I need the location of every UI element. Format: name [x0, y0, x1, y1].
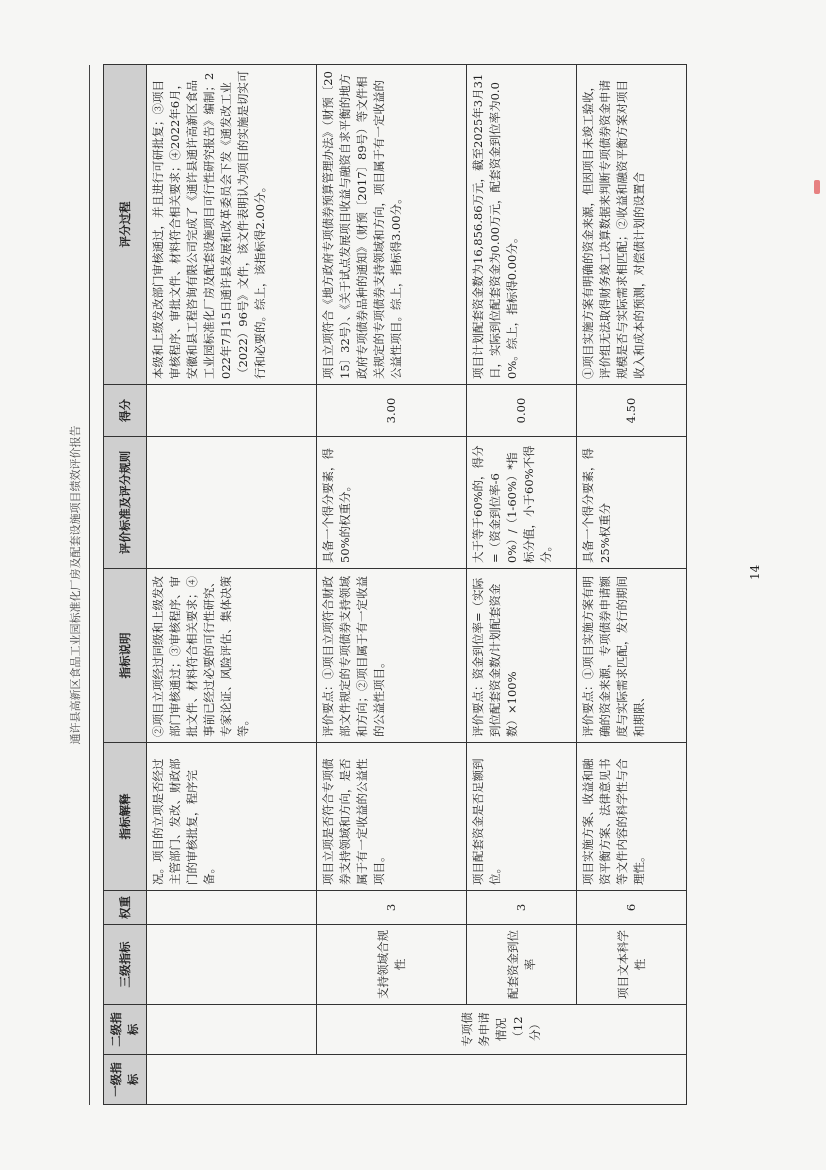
table-row	[147, 65, 317, 1105]
explain-cell: 项目配套资金是否足额到位。	[467, 743, 577, 891]
running-header: 通许县高新区食品工业园标准化厂房及配套设施项目绩效评价报告	[63, 65, 90, 1105]
level2-cell	[147, 1005, 317, 1055]
weight-cell: 6	[577, 891, 687, 925]
desc-cell: 评价要点：①项目实施方案有明确的资金来源，专项债券申请额度与实际需求匹配，发行的期间和期限、	[577, 569, 687, 743]
col-header: 一级指标	[104, 1055, 147, 1105]
weight-cell: 3	[467, 891, 577, 925]
process-cell: 项目立项符合《地方政府专项债券预算管理办法》（财预〔2015〕32号）、《关于试点发展项目收益与融资自求平衡的地方政府专项债券品种的通知》（财预〔2017〕89号）等文件相关规定的专项债券支持领域和方向，项目属于有一定收益的公益性项目。综上，指标得3.00分。	[317, 65, 467, 385]
table-row	[577, 65, 687, 1105]
table-row	[467, 65, 577, 1105]
col-header: 指标解释	[104, 743, 147, 891]
process-cell: 本级和上级发改部门审核通过，并且进行可研批复；③项目审核程序、审批文件、材料符合相关要求；④2022年6月，安徽和县工程咨询有限公司完成了《通许县通许高新区食品工业园标准化厂房及配套设施项目可行性研究报告》编制；2022年7月15日通许县发展和改革委员会下发《通发改工业（2022）96号》文件，该文件表明认为项目的实施是切实可行和必要的。综上，该指标得2.00分。	[147, 65, 317, 385]
explain-cell: 项目立项是否符合专项债券支持领域和方向，是否属于有一定收益的公益性项目。	[317, 743, 467, 891]
col-header: 三级指标	[104, 925, 147, 1005]
score-cell: 0.00	[467, 385, 577, 437]
score-cell: 3.00	[317, 385, 467, 437]
rotated-content	[63, 65, 763, 1105]
desc-cell: 评价要点：①项目立项符合财政部文件规定的专项债券支持领域和方向；②项目属于有一定收益的公益性项目。	[317, 569, 467, 743]
red-mark	[814, 180, 820, 194]
score-cell: 4.50	[577, 385, 687, 437]
level3-cell	[147, 925, 317, 1005]
standard-cell: 具备一个得分要素，得50%的权重分。	[317, 437, 467, 569]
col-header: 评价标准及评分规则	[104, 437, 147, 569]
level3-cell: 支持领域合规性	[317, 925, 467, 1005]
desc-cell: ②项目立项经过同级和上级发改部门审核通过；③审核程序、审批文件、材料符合相关要求；④事前已经过必要的可行性研究、专家论证、风险评估、集体决策等。	[147, 569, 317, 743]
col-header: 指标说明	[104, 569, 147, 743]
page-number: 14	[748, 564, 762, 580]
table-header-row	[104, 65, 147, 1105]
explain-cell: 况。项目的立项是否经过主管部门、发改、财政部门的审核批复，程序完备。	[147, 743, 317, 891]
col-header: 评分过程	[104, 65, 147, 385]
level3-cell: 配套资金到位率	[467, 925, 577, 1005]
level1-cell	[147, 1055, 687, 1105]
level3-cell: 项目文本科学性	[577, 925, 687, 1005]
table-row	[317, 65, 467, 1105]
col-header: 权重	[104, 891, 147, 925]
evaluation-table	[103, 64, 687, 1105]
level2-cell: 专项债务申请情况（12分）	[317, 1005, 687, 1055]
process-cell: ①项目实施方案有明确的资金来源，但因项目未竣工验收，评价组无法取得财务竣工决算数据来判断专项债券资金申请规模是否与实际需求相匹配；②收益和融资平衡方案对项目收入和成本的预测，对偿债计划的设置合	[577, 65, 687, 385]
desc-cell: 评价要点：资金到位率=（实际到位配套资金数/计划配套资金数）×100%	[467, 569, 577, 743]
standard-cell: 具备一个得分要素，得25%权重分	[577, 437, 687, 569]
standard-cell: 大于等于60%的，得分=（资金到位率-60%）/（1-60%）*指标分值，小于60%不得分。	[467, 437, 577, 569]
score-cell	[147, 385, 317, 437]
explain-cell: 项目实施方案、收益和融资平衡方案、法律意见书等文件内容的科学性与合理性。	[577, 743, 687, 891]
weight-cell: 3	[317, 891, 467, 925]
col-header: 得分	[104, 385, 147, 437]
weight-cell	[147, 891, 317, 925]
standard-cell	[147, 437, 317, 569]
col-header: 二级指标	[104, 1005, 147, 1055]
process-cell: 项目计划配套资金数为16,856.86万元，截至2025年3月31日，实际到位配套资金为0.00万元，配套资金到位率为0.00%。综上，指标得0.00分。	[467, 65, 577, 385]
